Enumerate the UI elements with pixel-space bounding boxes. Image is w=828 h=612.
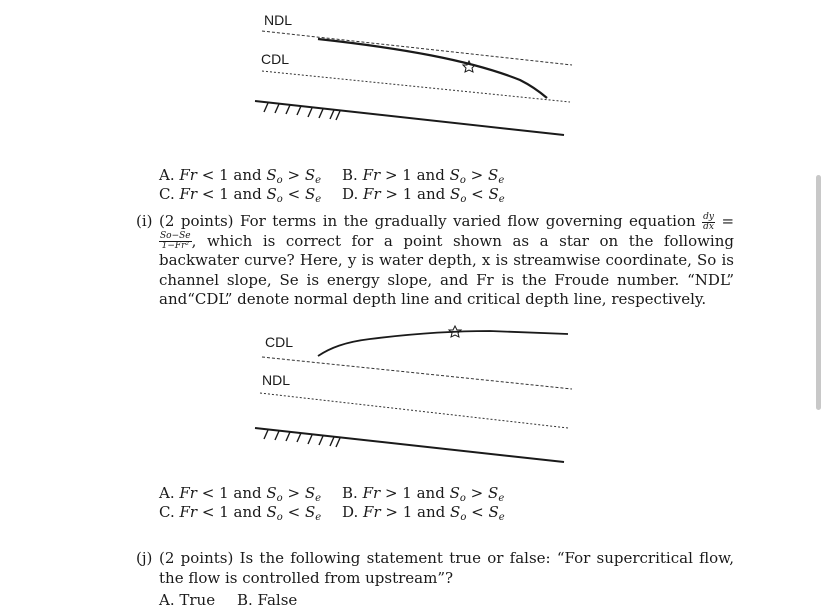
option-i-d[interactable]: D. Fr > 1 and $S_o < S_e$ [342,503,505,523]
ndl-label-bottom: NDL [262,372,291,388]
option-j-b[interactable]: B. False [237,591,298,609]
question-i-text: (2 points) For terms in the gradually varied flow governing equation $\frac{dy}{dx}$ = $\frac{So-Se}{\text{1−Fr²}}$ , which is correct for a point shown as a star on the following backwater curve? Here, y is water depth, x is streamwise coordinate, So is channel slope, Se is energy slope, and Fr is the Froude number. “NDL” and“CDL” denote normal depth line and critical depth line, respectively. [159,211,735,308]
question-j-number: (j) [136,549,153,567]
option-i-a[interactable]: A. Fr < 1 and $S_o > S_e$ [159,484,322,504]
option-h-d[interactable]: D. Fr > 1 and $S_o < S_e$ [342,185,505,205]
eq-dydx: $\frac{dy}{dx}$ [703,211,714,232]
cdl-line-bottom [262,357,572,389]
question-j-text: (2 points) Is the following statement true or false: “For supercritical flow, the flow is controlled from upstream”? [159,549,734,587]
ndl-label-top: NDL [264,12,293,28]
option-i-c[interactable]: C. Fr < 1 and $S_o < S_e$ [159,503,322,523]
channel-bed-bottom [255,428,564,462]
cdl-label-top: CDL [261,51,290,67]
cdl-label-bottom: CDL [265,334,294,350]
option-h-c[interactable]: C. Fr < 1 and $S_o < S_e$ [159,185,322,205]
option-h-b[interactable]: B. Fr > 1 and $S_o > S_e$ [342,166,505,186]
option-h-a[interactable]: A. Fr < 1 and $S_o > S_e$ [159,166,322,186]
option-j-a[interactable]: A. True [159,591,216,609]
vertical-scrollbar[interactable] [816,175,821,410]
option-i-b[interactable]: B. Fr > 1 and $S_o > S_e$ [342,484,505,504]
eq-rhs: $\frac{So-Se}{\text{1−Fr²}}$ [160,231,191,251]
ndl-line-bottom [260,393,568,428]
question-i-number: (i) [136,212,153,230]
water-surface-curve-bottom [318,331,568,356]
